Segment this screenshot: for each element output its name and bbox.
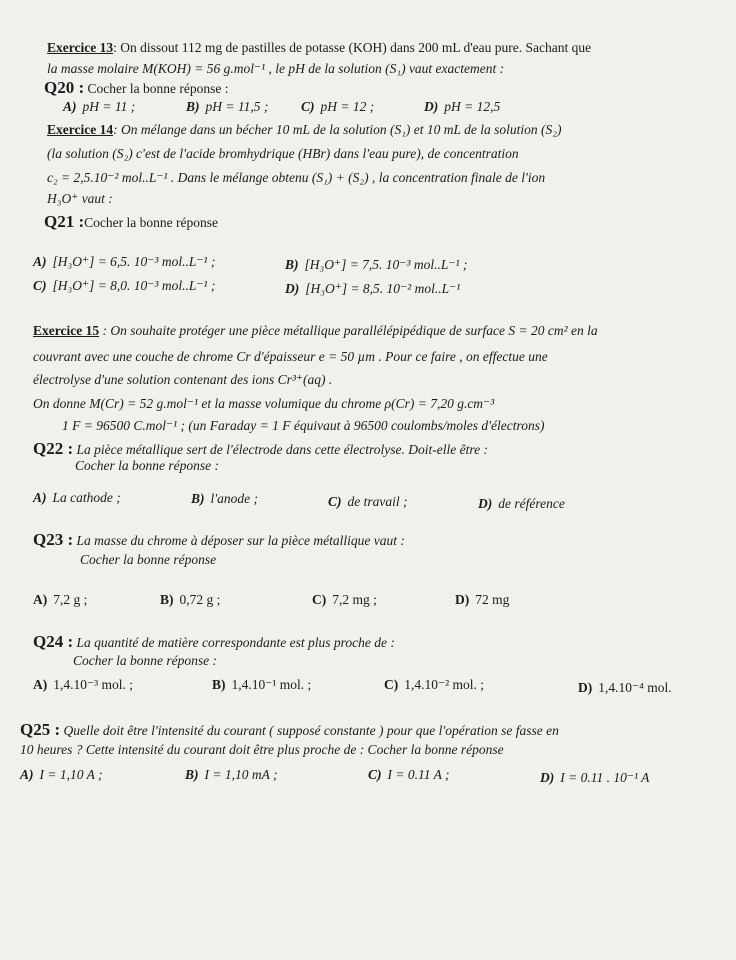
option-letter: C)	[384, 677, 399, 692]
q21-text: Cocher la bonne réponse	[84, 215, 218, 230]
option-text: 7,2 g ;	[53, 592, 88, 607]
option-letter: B)	[185, 767, 199, 782]
ex14-line1	[47, 122, 561, 138]
ex15-line3: électrolyse d'une solution contenant des ions Cr³⁺(aq) .	[33, 372, 333, 387]
q24-option-b[interactable]	[212, 677, 311, 693]
q22-line	[33, 441, 488, 458]
ex13-title: Exercice 13	[47, 40, 114, 55]
q22-option-d[interactable]	[478, 496, 565, 512]
ex14-line3: c₂ = 2,5.10⁻² mol..L⁻¹ . Dans le mélange obtenu (S₁) + (S₂) , la concentration finale de l'ion	[47, 170, 546, 185]
q24-text: La quantité de matière correspondante est plus proche de :	[73, 635, 395, 650]
option-text: I = 1,10 A ;	[39, 767, 103, 782]
ex14-text-1: : On mélange dans un bécher 10 mL de la solution (S₁) et 10 mL de la solution (S₂)	[113, 122, 562, 137]
ex15-line5: 1 F = 96500 C.mol⁻¹ ; (un Faraday = 1 F équivaut à 96500 coulombs/moles d'électrons)	[62, 418, 545, 433]
option-letter: D)	[578, 680, 593, 695]
ex13-text-1: : On dissout 112 mg de pastilles de potasse (KOH) dans 200 mL d'eau pure. Sachant que	[113, 40, 592, 55]
option-text: I = 1,10 mA ;	[204, 767, 278, 782]
ex15-text-1: : On souhaite protéger une pièce métallique parallélépipédique de surface S = 20 cm² en la	[99, 323, 598, 338]
q24-sub: Cocher la bonne réponse :	[73, 653, 217, 668]
ex15-line4: On donne M(Cr) = 52 g.mol⁻¹ et la masse volumique du chrome ρ(Cr) = 7,20 g.cm⁻³	[33, 396, 495, 411]
q23-option-c[interactable]	[312, 592, 377, 608]
ex14-line4: H₃O⁺ vaut :	[47, 191, 113, 206]
option-letter: B)	[186, 99, 200, 114]
option-text: de travail ;	[347, 494, 408, 509]
option-text: l'anode ;	[210, 491, 259, 506]
ex13-line1	[47, 40, 591, 56]
q20-option-c[interactable]	[301, 99, 374, 115]
q25-line	[20, 722, 559, 739]
q22-number: Q22 :	[33, 439, 74, 458]
q23-sub: Cocher la bonne réponse	[80, 552, 217, 567]
q25-number: Q25 :	[20, 720, 61, 739]
option-text: pH = 12,5	[444, 99, 501, 114]
q22-option-a[interactable]	[33, 490, 121, 506]
q23-line	[33, 532, 405, 549]
q23-option-a[interactable]	[33, 592, 87, 608]
q20-number: Q20 :	[44, 78, 85, 97]
option-text: pH = 11,5 ;	[205, 99, 269, 114]
q24-option-a[interactable]	[33, 677, 133, 693]
q22-text: La pièce métallique sert de l'électrode dans cette électrolyse. Doit-elle être :	[73, 442, 489, 457]
option-letter: A)	[33, 677, 48, 692]
q25-option-a[interactable]	[20, 767, 103, 783]
option-text: 1,4.10⁻² mol. ;	[404, 677, 485, 692]
q24-number: Q24 :	[33, 632, 74, 651]
option-letter: C)	[312, 592, 327, 607]
option-letter: A)	[20, 767, 34, 782]
q23-text: La masse du chrome à déposer sur la pièce métallique vaut :	[73, 533, 405, 548]
q20-option-d[interactable]	[424, 99, 500, 115]
q21-line	[44, 214, 218, 231]
option-letter: D)	[478, 496, 493, 511]
option-letter: C)	[301, 99, 315, 114]
option-letter: B)	[285, 257, 299, 272]
option-letter: B)	[212, 677, 226, 692]
q25-text: Quelle doit être l'intensité du courant ( supposé constante ) pour que l'opération se fasse en	[60, 723, 559, 738]
q22-option-c[interactable]	[328, 494, 408, 510]
option-text: [H₃O⁺] = 8,0. 10⁻³ mol..L⁻¹ ;	[52, 278, 216, 293]
q20-line	[44, 80, 228, 97]
option-letter: C)	[368, 767, 382, 782]
ex15-line1	[33, 323, 598, 339]
option-letter: D)	[424, 99, 439, 114]
q20-text: Cocher la bonne réponse :	[84, 81, 229, 96]
option-text: 72 mg	[475, 592, 510, 607]
option-text: I = 0.11 . 10⁻¹ A	[560, 770, 650, 785]
ex14-title: Exercice 14	[47, 122, 114, 137]
q24-option-d[interactable]	[578, 680, 672, 696]
ex14-line2: (la solution (S₂) c'est de l'acide bromhydrique (HBr) dans l'eau pure), de concentration	[47, 146, 519, 161]
option-text: [H₃O⁺] = 6,5. 10⁻³ mol..L⁻¹ ;	[52, 254, 216, 269]
ex13-line2: la masse molaire M(KOH) = 56 g.mol⁻¹ , le pH de la solution (S₁) vaut exactement :	[47, 61, 505, 76]
ex15-title: Exercice 15	[33, 323, 100, 338]
option-text: 1,4.10⁻³ mol. ;	[53, 677, 134, 692]
option-text: de référence	[498, 496, 565, 511]
option-letter: A)	[33, 254, 47, 269]
option-text: 0,72 g ;	[179, 592, 221, 607]
ex15-line2: couvrant avec une couche de chrome Cr d'épaisseur e = 50 µm . Pour ce faire , on effectue une	[33, 349, 548, 364]
option-letter: D)	[540, 770, 555, 785]
q22-option-b[interactable]	[191, 491, 258, 507]
option-text: I = 0.11 A ;	[387, 767, 450, 782]
option-text: 1,4.10⁻¹ mol. ;	[231, 677, 312, 692]
q22-sub: Cocher la bonne réponse :	[75, 458, 219, 473]
option-text: [H₃O⁺] = 8,5. 10⁻² mol..L⁻¹	[305, 281, 461, 296]
option-letter: C)	[328, 494, 342, 509]
option-letter: B)	[191, 491, 205, 506]
option-letter: D)	[285, 281, 300, 296]
q25-option-b[interactable]	[185, 767, 277, 783]
q21-option-a[interactable]	[33, 254, 215, 270]
option-text: 7,2 mg ;	[332, 592, 377, 607]
option-text: La cathode ;	[52, 490, 121, 505]
q20-option-a[interactable]	[63, 99, 135, 115]
option-letter: C)	[33, 278, 47, 293]
option-text: pH = 12 ;	[320, 99, 375, 114]
q20-option-b[interactable]	[186, 99, 268, 115]
option-text: [H₃O⁺] = 7,5. 10⁻³ mol..L⁻¹ ;	[304, 257, 468, 272]
q21-number: Q21 :	[44, 212, 85, 231]
q24-line	[33, 634, 395, 651]
q21-option-d[interactable]	[285, 281, 460, 297]
option-letter: A)	[63, 99, 77, 114]
option-text: 1,4.10⁻⁴ mol.	[598, 680, 672, 695]
q25-line2: 10 heures ? Cette intensité du courant doit être plus proche de : Cocher la bonne réponse	[20, 742, 504, 757]
option-letter: A)	[33, 490, 47, 505]
option-text: pH = 11 ;	[82, 99, 136, 114]
q23-option-d[interactable]	[455, 592, 509, 608]
q23-number: Q23 :	[33, 530, 74, 549]
option-letter: D)	[455, 592, 470, 607]
q24-option-c[interactable]	[384, 677, 484, 693]
q23-option-b[interactable]	[160, 592, 220, 608]
q25-option-c[interactable]	[368, 767, 449, 783]
q25-option-d[interactable]	[540, 770, 649, 786]
q21-option-b[interactable]	[285, 257, 467, 273]
option-letter: B)	[160, 592, 174, 607]
option-letter: A)	[33, 592, 48, 607]
q21-option-c[interactable]	[33, 278, 215, 294]
